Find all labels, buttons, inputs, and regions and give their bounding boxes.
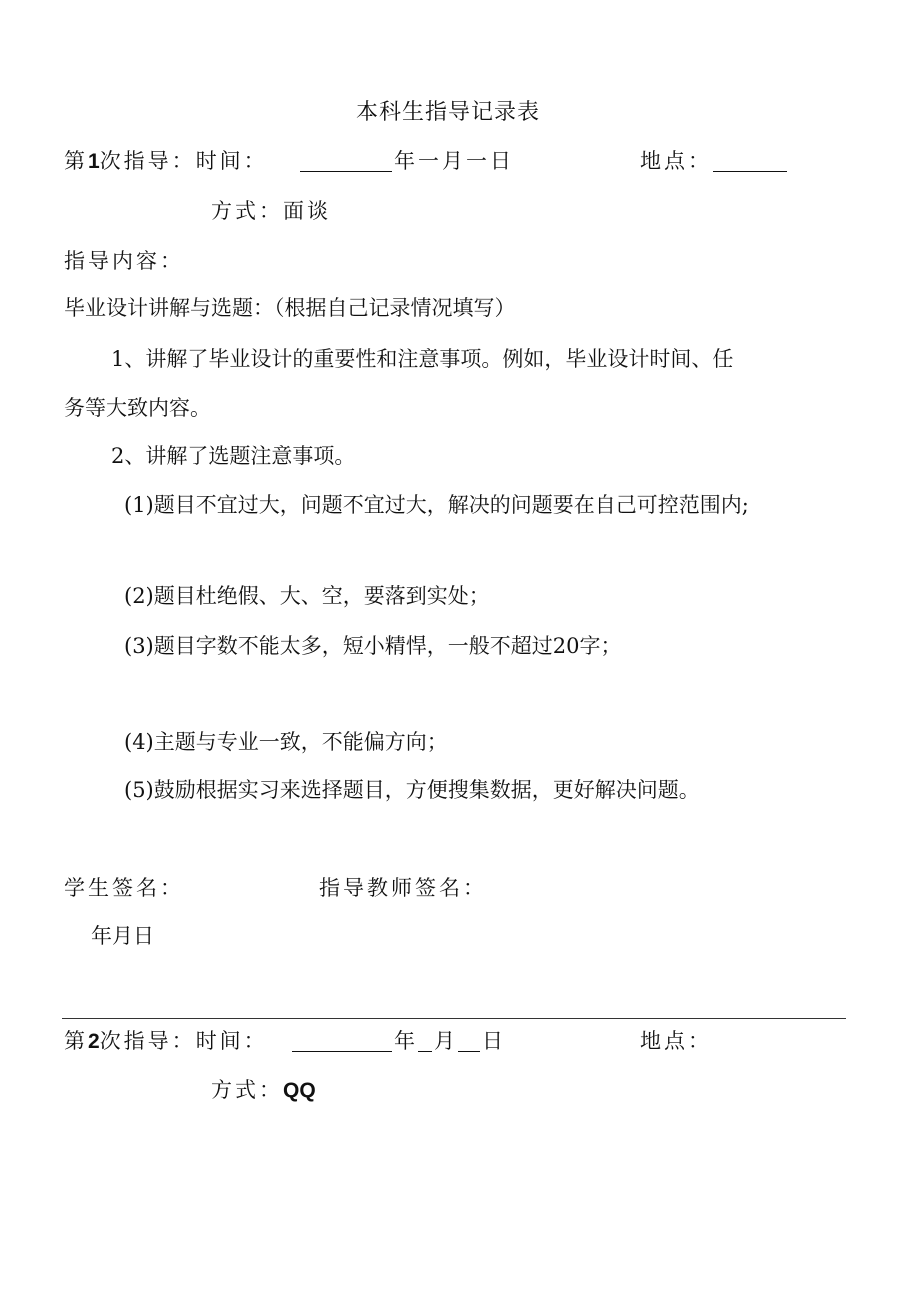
session-2-prefix: 第 [64,1029,88,1053]
page-title: 本科生指导记录表 [356,100,541,125]
session-2-day: 日 [482,1029,506,1053]
session-1-method-label: 方式： [211,199,283,223]
teacher-signature-label: 指导教师签名： [319,876,487,900]
session-1-method [211,195,331,225]
section-heading: 毕业设计讲解与选题：（根据自己记录情况填写） [64,296,516,320]
student-signature-label: 学生签名： [64,876,184,900]
sub-item-2: (2)题目杜绝假、大、空，要落到实处； [124,584,490,608]
item-2: 2、讲解了选题注意事项。 [111,444,356,468]
content-label: 指导内容： [64,249,184,273]
session-2-day-blank[interactable] [458,1033,480,1052]
session-2-year-blank[interactable] [292,1033,392,1052]
session-2-year: 年 [394,1029,418,1053]
session-2-method-label: 方式： [211,1078,283,1102]
session-1-time-blank[interactable] [300,153,392,172]
session-1-place-label: 地点： [640,149,712,173]
session-2-method [211,1074,316,1104]
sub-item-4: (4)主题与专业一致，不能偏方向； [124,730,448,754]
session-1-header [64,145,268,175]
session-2-method-value: QQ [283,1079,316,1102]
session-1-number: 1 [88,150,100,173]
session-2-time-label: 时间： [195,1029,268,1053]
session-2-number: 2 [88,1030,100,1053]
session-1-prefix: 第 [64,149,88,173]
item-1-line-2: 务等大致内容。 [64,396,211,420]
session-1-suffix: 次指导： [99,149,196,173]
session-1-place-blank[interactable] [713,153,787,172]
sub-item-1: (1)题目不宜过大，问题不宜过大，解决的问题要在自己可控范围内; [124,493,749,517]
session-1-time-label: 时间： [195,149,268,173]
section-divider [62,1018,846,1019]
session-2-place-label: 地点： [640,1029,712,1053]
signature-date: 年月日 [91,924,154,948]
sub-item-3: (3)题目字数不能太多，短小精悍，一般不超过20字； [124,634,622,658]
session-1-method-value: 面谈 [283,199,331,223]
session-1-date-tail: 年一月一日 [394,149,514,173]
session-2-header [64,1025,268,1055]
item-1-line-1: 1、讲解了毕业设计的重要性和注意事项。例如，毕业设计时间、任 [111,347,734,371]
session-2-month: 月 [434,1029,458,1053]
session-2-suffix: 次指导： [99,1029,196,1053]
sub-item-5: (5)鼓励根据实习来选择题目，方便搜集数据，更好解决问题。 [124,778,700,802]
session-2-month-blank[interactable] [418,1033,432,1052]
